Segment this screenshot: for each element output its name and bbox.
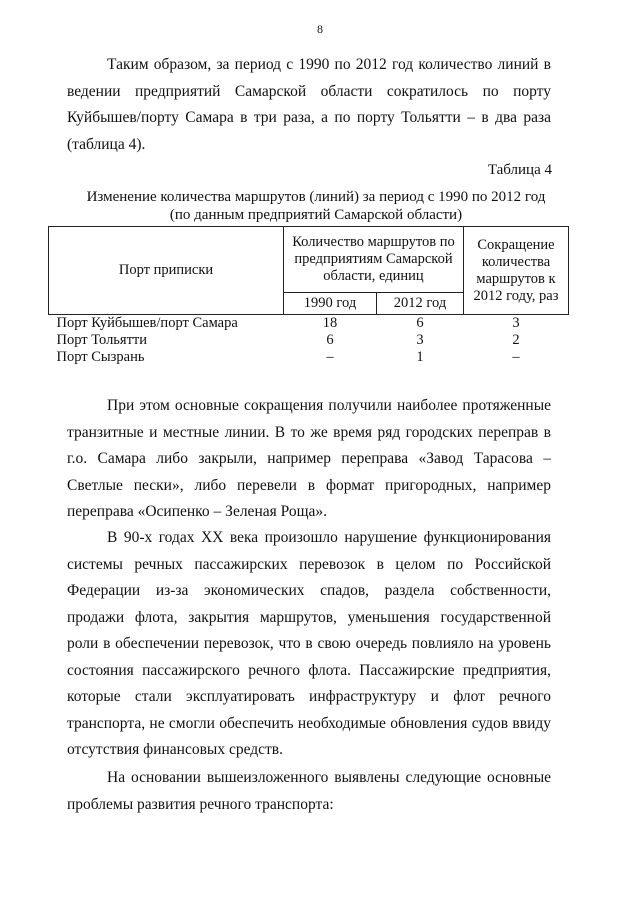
port-name: Порт Куйбышев/порт Самара: [56, 315, 238, 331]
paragraph-1: Таким образом, за период с 1990 по 2012 год количество линий в ведении предприятий Самарской области сократилось по порту Куйбышев/порту Самара в три раза, а по порту Тольятти – в два раза (таблица 4).: [67, 56, 551, 153]
value-reduction: 2: [512, 332, 520, 348]
port-name: Порт Сызрань: [56, 349, 145, 365]
table-caption: [60, 188, 572, 224]
table-row: [49, 332, 569, 349]
header-port: Порт приписки: [49, 227, 284, 315]
page-number: 8: [317, 22, 323, 36]
table-caption-line-1: Изменение количества маршрутов (линий) за период с 1990 по 2012 год: [86, 189, 546, 205]
paragraph-3: В 90-х годах XX века произошло нарушение функционирования системы речных пассажирских перевозок в целом по Российской Федерации из-за экономических спадов, раздела собственности, продажи флота, закрытия маршрутов, уменьшения государственной роли в обеспечении перевозок, что в свою очередь повлияло на уровень состояния пассажирского речного флота. Пассажирские предприятия, которые стали эксплуатировать инфраструктуру и флот речного транспорта, не смогли обеспечить необходимые обновления судов ввиду отсутствия финансовых средств.: [67, 529, 551, 758]
value-2012: 1: [416, 349, 424, 365]
value-reduction: 3: [512, 315, 520, 331]
header-routes: Количество маршрутов по предприятиям Самарской области, единиц: [284, 227, 464, 293]
header-1990: 1990 год: [284, 293, 377, 315]
table-row: [49, 349, 569, 366]
header-reduction: Сокращение количества маршрутов к 2012 году, раз: [464, 227, 569, 315]
table-row: [49, 315, 569, 333]
value-2012: 6: [416, 315, 424, 331]
port-name: Порт Тольятти: [56, 332, 148, 348]
table-caption-line-2: (по данным предприятий Самарской области): [169, 207, 463, 223]
header-2012: 2012 год: [377, 293, 464, 315]
value-1990: 18: [322, 315, 338, 331]
value-1990: 6: [326, 332, 334, 348]
paragraph-4: На основании вышеизложенного выявлены следующие основные проблемы развития речного транспорта:: [67, 769, 551, 813]
table-label: Таблица 4: [487, 162, 552, 178]
routes-table: [48, 226, 569, 366]
value-2012: 3: [416, 332, 424, 348]
paragraph-2: При этом основные сокращения получили наиболее протяженные транзитные и местные линии. В то же время ряд городских переправ в г.о. Самара либо закрыли, например переправа «Завод Тарасова – Светлые пески», либо перевели в формат пригородных, например переправа «Осипенко – Зеленая Роща».: [67, 397, 551, 520]
value-reduction: –: [512, 349, 520, 365]
value-1990: –: [326, 349, 334, 365]
